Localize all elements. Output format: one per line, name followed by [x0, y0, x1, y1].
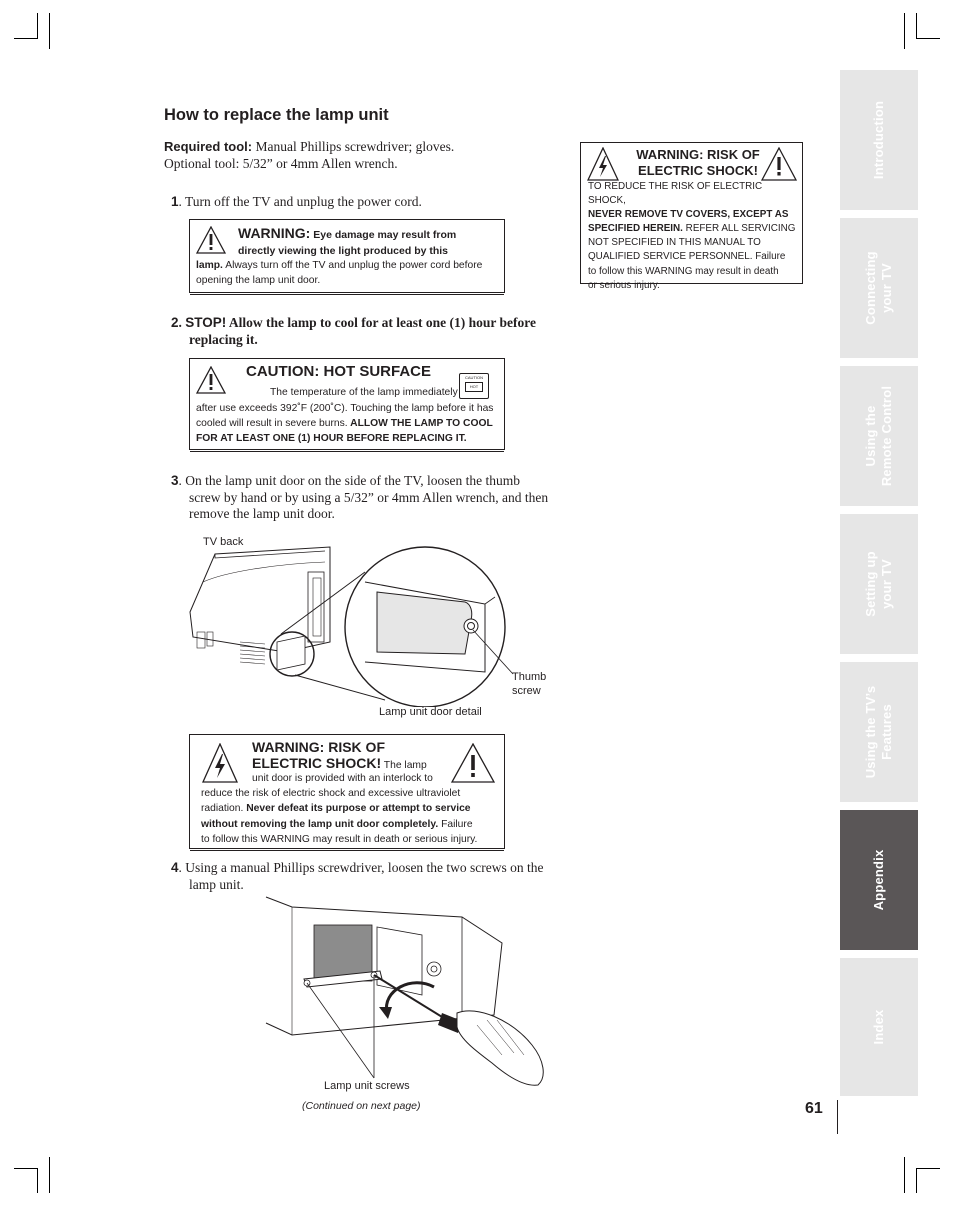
- tab-index[interactable]: [840, 958, 918, 1096]
- caution-bold-text: ALLOW THE LAMP TO COOL: [347, 418, 493, 429]
- warning-text: Failure: [438, 818, 473, 830]
- step-1: [171, 194, 551, 211]
- warning-heading: WARNING:: [238, 225, 311, 241]
- lamp-unit-screws-caption: Lamp unit screws: [324, 1080, 410, 1092]
- step-text: Allow the lamp to cool for at least one (1) hour before: [226, 315, 536, 330]
- caution-bold-text: FOR AT LEAST ONE (1) HOUR BEFORE REPLACING IT.: [196, 433, 467, 444]
- warning-text: The lamp: [381, 760, 427, 771]
- tab-using-the-tvs-features[interactable]: [840, 662, 918, 802]
- optional-tool-text: Optional tool: 5/32” or 4mm Allen wrench.: [164, 155, 398, 171]
- crop-mark: [916, 13, 917, 38]
- crop-mark: [904, 13, 905, 49]
- step-number: 1: [171, 194, 179, 209]
- warning-text: NOT SPECIFIED IN THIS MANUAL TO: [588, 237, 761, 249]
- required-tool: [164, 139, 564, 172]
- lamp-door-detail-illustration: [185, 542, 525, 707]
- tv-back-label: TV back: [203, 536, 244, 548]
- thumb-screw-text: Thumb: [512, 671, 547, 683]
- caution-heading: CAUTION: HOT SURFACE: [246, 363, 431, 380]
- step-text: replacing it.: [189, 331, 258, 347]
- crop-mark: [49, 1157, 50, 1193]
- step-text: . On the lamp unit door on the side of the TV, loosen the thumb: [178, 473, 520, 488]
- warning-text: or serious injury.: [588, 279, 660, 291]
- warning-text: REFER ALL SERVICING: [682, 223, 796, 235]
- step-4: [171, 860, 571, 893]
- step-number: 3: [171, 473, 179, 488]
- step-text: . Using a manual Phillips screwdriver, loosen the two screws on the: [178, 860, 544, 875]
- crop-mark: [916, 1168, 940, 1169]
- box-shadow-line: [190, 451, 504, 452]
- tab-label: Connecting your TV: [863, 251, 894, 325]
- warning-heading: WARNING: RISK OF: [636, 147, 760, 162]
- continued-note: (Continued on next page): [302, 1100, 421, 1112]
- crop-mark: [14, 1168, 38, 1169]
- step-text: . Turn off the TV and unplug the power cord.: [178, 194, 422, 209]
- caution-text: The temperature of the lamp immediately: [270, 387, 458, 398]
- caution-label-text: HOT: [465, 382, 483, 392]
- exclamation-triangle-icon: [196, 366, 226, 394]
- lamp-door-detail-caption: Lamp unit door detail: [379, 706, 482, 718]
- page-number: 61: [805, 1100, 823, 1117]
- warning-text: reduce the risk of electric shock and excessive ultraviolet: [201, 788, 461, 799]
- tab-connecting-your-tv[interactable]: [840, 218, 918, 358]
- tab-setting-up-your-tv[interactable]: [840, 514, 918, 654]
- warning-text: opening the lamp unit door.: [196, 275, 321, 286]
- crop-mark: [916, 1168, 917, 1193]
- caution-text: cooled will result in severe burns.: [196, 418, 348, 429]
- crop-mark: [37, 13, 38, 38]
- tab-label: Using the Remote Control: [863, 385, 894, 487]
- tab-label: Setting up your TV: [863, 551, 894, 617]
- warning-interlock-box: [189, 734, 505, 849]
- crop-mark: [49, 13, 50, 49]
- step-text: screw by hand or by using a 5/32” or 4mm Allen wrench, and then: [189, 489, 549, 505]
- warning-text: to follow this WARNING may result in death or serious injury.: [201, 834, 478, 846]
- crop-mark: [904, 1157, 905, 1193]
- warning-heading: ELECTRIC SHOCK!: [638, 163, 758, 178]
- warning-bold-text: directly viewing the light produced by this: [238, 244, 449, 257]
- warning-bold-text: lamp.: [196, 260, 223, 271]
- warning-eye-damage-box: [189, 219, 505, 293]
- exclamation-triangle-icon: [451, 743, 495, 783]
- electric-shock-triangle-icon: [587, 147, 619, 181]
- tab-introduction[interactable]: [840, 70, 918, 210]
- warning-text: radiation.: [201, 803, 244, 815]
- caution-hot-surface-box: [189, 358, 505, 450]
- lamp-screws-illustration: [262, 895, 554, 1090]
- required-tool-label: Required tool:: [164, 139, 253, 154]
- warning-heading: WARNING: RISK OF: [252, 739, 385, 755]
- warning-text: Always turn off the TV and unplug the power cord before: [222, 260, 483, 271]
- warning-text: unit door is provided with an interlock to: [252, 773, 433, 784]
- warning-bold-text: NEVER REMOVE TV COVERS, EXCEPT AS: [588, 209, 789, 221]
- step-2: 2. STOP! Allow the lamp to cool for at least one (1) hour before replacing it.: [171, 315, 536, 347]
- warning-text: to follow this WARNING may result in death: [588, 265, 779, 277]
- warning-risk-of-shock-box: [580, 142, 803, 291]
- page-number-rule: [837, 1100, 838, 1134]
- crop-mark: [916, 38, 940, 39]
- step-3: [171, 473, 571, 523]
- exclamation-triangle-icon: [196, 226, 226, 254]
- caution-hot-label-icon: [459, 373, 489, 399]
- crop-mark: [37, 1168, 38, 1193]
- stop-label: STOP!: [185, 315, 227, 330]
- warning-text: QUALIFIED SERVICE PERSONNEL. Failure: [588, 251, 786, 263]
- warning-bold-text: without removing the lamp unit door completely.: [201, 818, 439, 830]
- caution-label-text: CAUTION: [465, 375, 483, 380]
- tab-label: Using the TV’s Features: [863, 685, 894, 779]
- step-text: lamp unit.: [189, 876, 244, 892]
- electric-shock-triangle-icon: [202, 743, 238, 783]
- tab-using-the-remote-control[interactable]: [840, 366, 918, 506]
- required-tool-text: Manual Phillips screwdriver; gloves.: [252, 139, 455, 154]
- tab-appendix[interactable]: [840, 810, 918, 950]
- tab-label: Introduction: [871, 100, 886, 180]
- page-title: How to replace the lamp unit: [164, 106, 389, 124]
- thumb-screw-label: [512, 670, 546, 698]
- step-text: remove the lamp unit door.: [189, 506, 335, 521]
- tab-label: Index: [871, 1009, 886, 1045]
- caution-text: after use exceeds 392˚F (200˚C). Touching the lamp before it has: [196, 403, 494, 414]
- step-number: 4: [171, 860, 179, 875]
- exclamation-triangle-icon: [761, 147, 797, 181]
- warning-text: TO REDUCE THE RISK OF ELECTRIC SHOCK,: [588, 181, 763, 207]
- warning-bold-text: SPECIFIED HEREIN.: [588, 223, 683, 235]
- warning-heading: ELECTRIC SHOCK!: [252, 755, 382, 771]
- tab-label: Appendix: [871, 849, 886, 911]
- thumb-screw-text: screw: [512, 685, 541, 697]
- crop-mark: [14, 38, 38, 39]
- step-number: 2: [171, 315, 179, 330]
- box-shadow-line: [190, 850, 504, 851]
- warning-bold-text: Never defeat its purpose or attempt to service: [243, 803, 471, 815]
- warning-bold-text: Eye damage may result from: [310, 229, 457, 241]
- box-shadow-line: [190, 294, 504, 295]
